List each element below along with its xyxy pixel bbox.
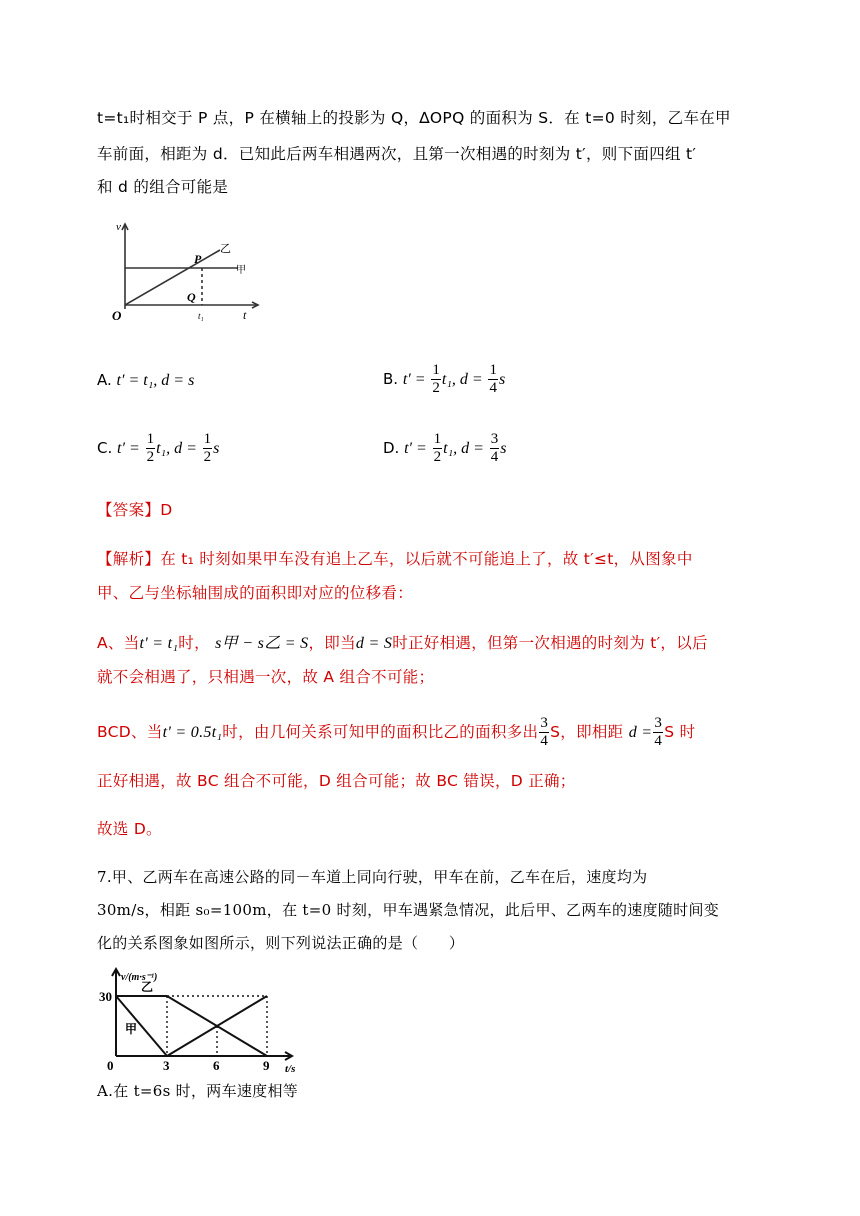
origin-label: O (112, 308, 122, 323)
v-axis-label: v/(m·s⁻¹) (121, 972, 158, 983)
line-yi (125, 250, 220, 305)
yi-label: 乙 (141, 980, 154, 994)
option-d: D. t′ = $\frac{1}{2}$ t₁, d = $\frac{3}{4}$ s (383, 431, 507, 465)
y30-label: 30 (99, 989, 112, 1004)
jia-label: 甲 (236, 265, 246, 276)
x6-label: 6 (213, 1058, 220, 1073)
v-axis-label: v (116, 221, 121, 233)
problem6-line3: 和 d 的组合可能是 (97, 178, 229, 196)
origin-label: 0 (107, 1058, 114, 1073)
option-c: C. t′ = $\frac{1}{2}$ t₁, d = $\frac{1}{2}$ s (97, 431, 220, 465)
analysis-line2: 甲、乙与坐标轴围成的面积即对应的位移看： (97, 584, 414, 602)
line-jia-decel (116, 996, 167, 1056)
x9-label: 9 (263, 1058, 270, 1073)
yi-label: 乙 (220, 243, 231, 255)
t1-label: t₁ (198, 311, 204, 321)
analysis-line-a1: A、当t' = t₁时， s甲 − s乙 = S，即当d = S时正好相遇，但第一次相遇的时刻为 t′，以后 (97, 634, 708, 652)
problem6-line2: 车前面，相距为 d．已知此后两车相遇两次，且第一次相遇的时刻为 t′，则下面四组 t′ (97, 145, 697, 163)
analysis-line1: 【解析】在 t₁ 时刻如果甲车没有追上乙车，以后就不可能追上了，故 t′≤t，从图象中 (97, 550, 693, 568)
problem7-option-a: A.在 t=6s 时，两车速度相等 (97, 1082, 299, 1100)
jia-label: 甲 (125, 1022, 138, 1036)
problem6-line1: t=t₁时相交于 P 点，P 在横轴上的投影为 Q，∆OPQ 的面积为 S．在 t=0 时刻，乙车在甲 (97, 109, 731, 127)
point-q-label: Q (187, 290, 196, 304)
t-axis-label: t (243, 308, 247, 322)
option-b: B. t′ = $\frac{1}{2}$ t₁, d = $\frac{1}{4}$ s (383, 362, 506, 396)
answer-line: 【答案】D (97, 501, 173, 519)
analysis-line-b2: 正好相遇，故 BC 组合不可能，D 组合可能；故 BC 错误，D 正确； (97, 772, 576, 790)
point-p-label: P (194, 252, 202, 266)
analysis-line-b3: 故选 D。 (97, 820, 162, 838)
problem7-line2: 30m/s，相距 s₀=100m，在 t=0 时刻，甲车遇紧急情况，此后甲、乙两车的速度随时间变 (97, 901, 720, 919)
problem7-line1: 7.甲、乙两车在高速公路的同－车道上同向行驶，甲车在前，乙车在后，速度均为 (97, 868, 648, 886)
t-axis-label: t/s (285, 1063, 296, 1075)
x3-label: 3 (163, 1058, 170, 1073)
problem7-line3: 化的关系图象如图所示，则下列说法正确的是（ ） (97, 934, 465, 952)
analysis-line-a2: 就不会相遇了，只相遇一次，故 A 组合不可能； (97, 668, 435, 686)
vt-graph-2 (97, 964, 307, 1076)
option-a: A. t′ = t₁, d = s (97, 371, 195, 389)
vt-graph-1 (108, 216, 268, 326)
analysis-line-b1: BCD、当t' = 0.5t₁时，由几何关系可知甲的面积比乙的面积多出 $\frac{3}{4}$ S，即相距 d = $\frac{3}{4}$ S 时 (97, 715, 696, 749)
